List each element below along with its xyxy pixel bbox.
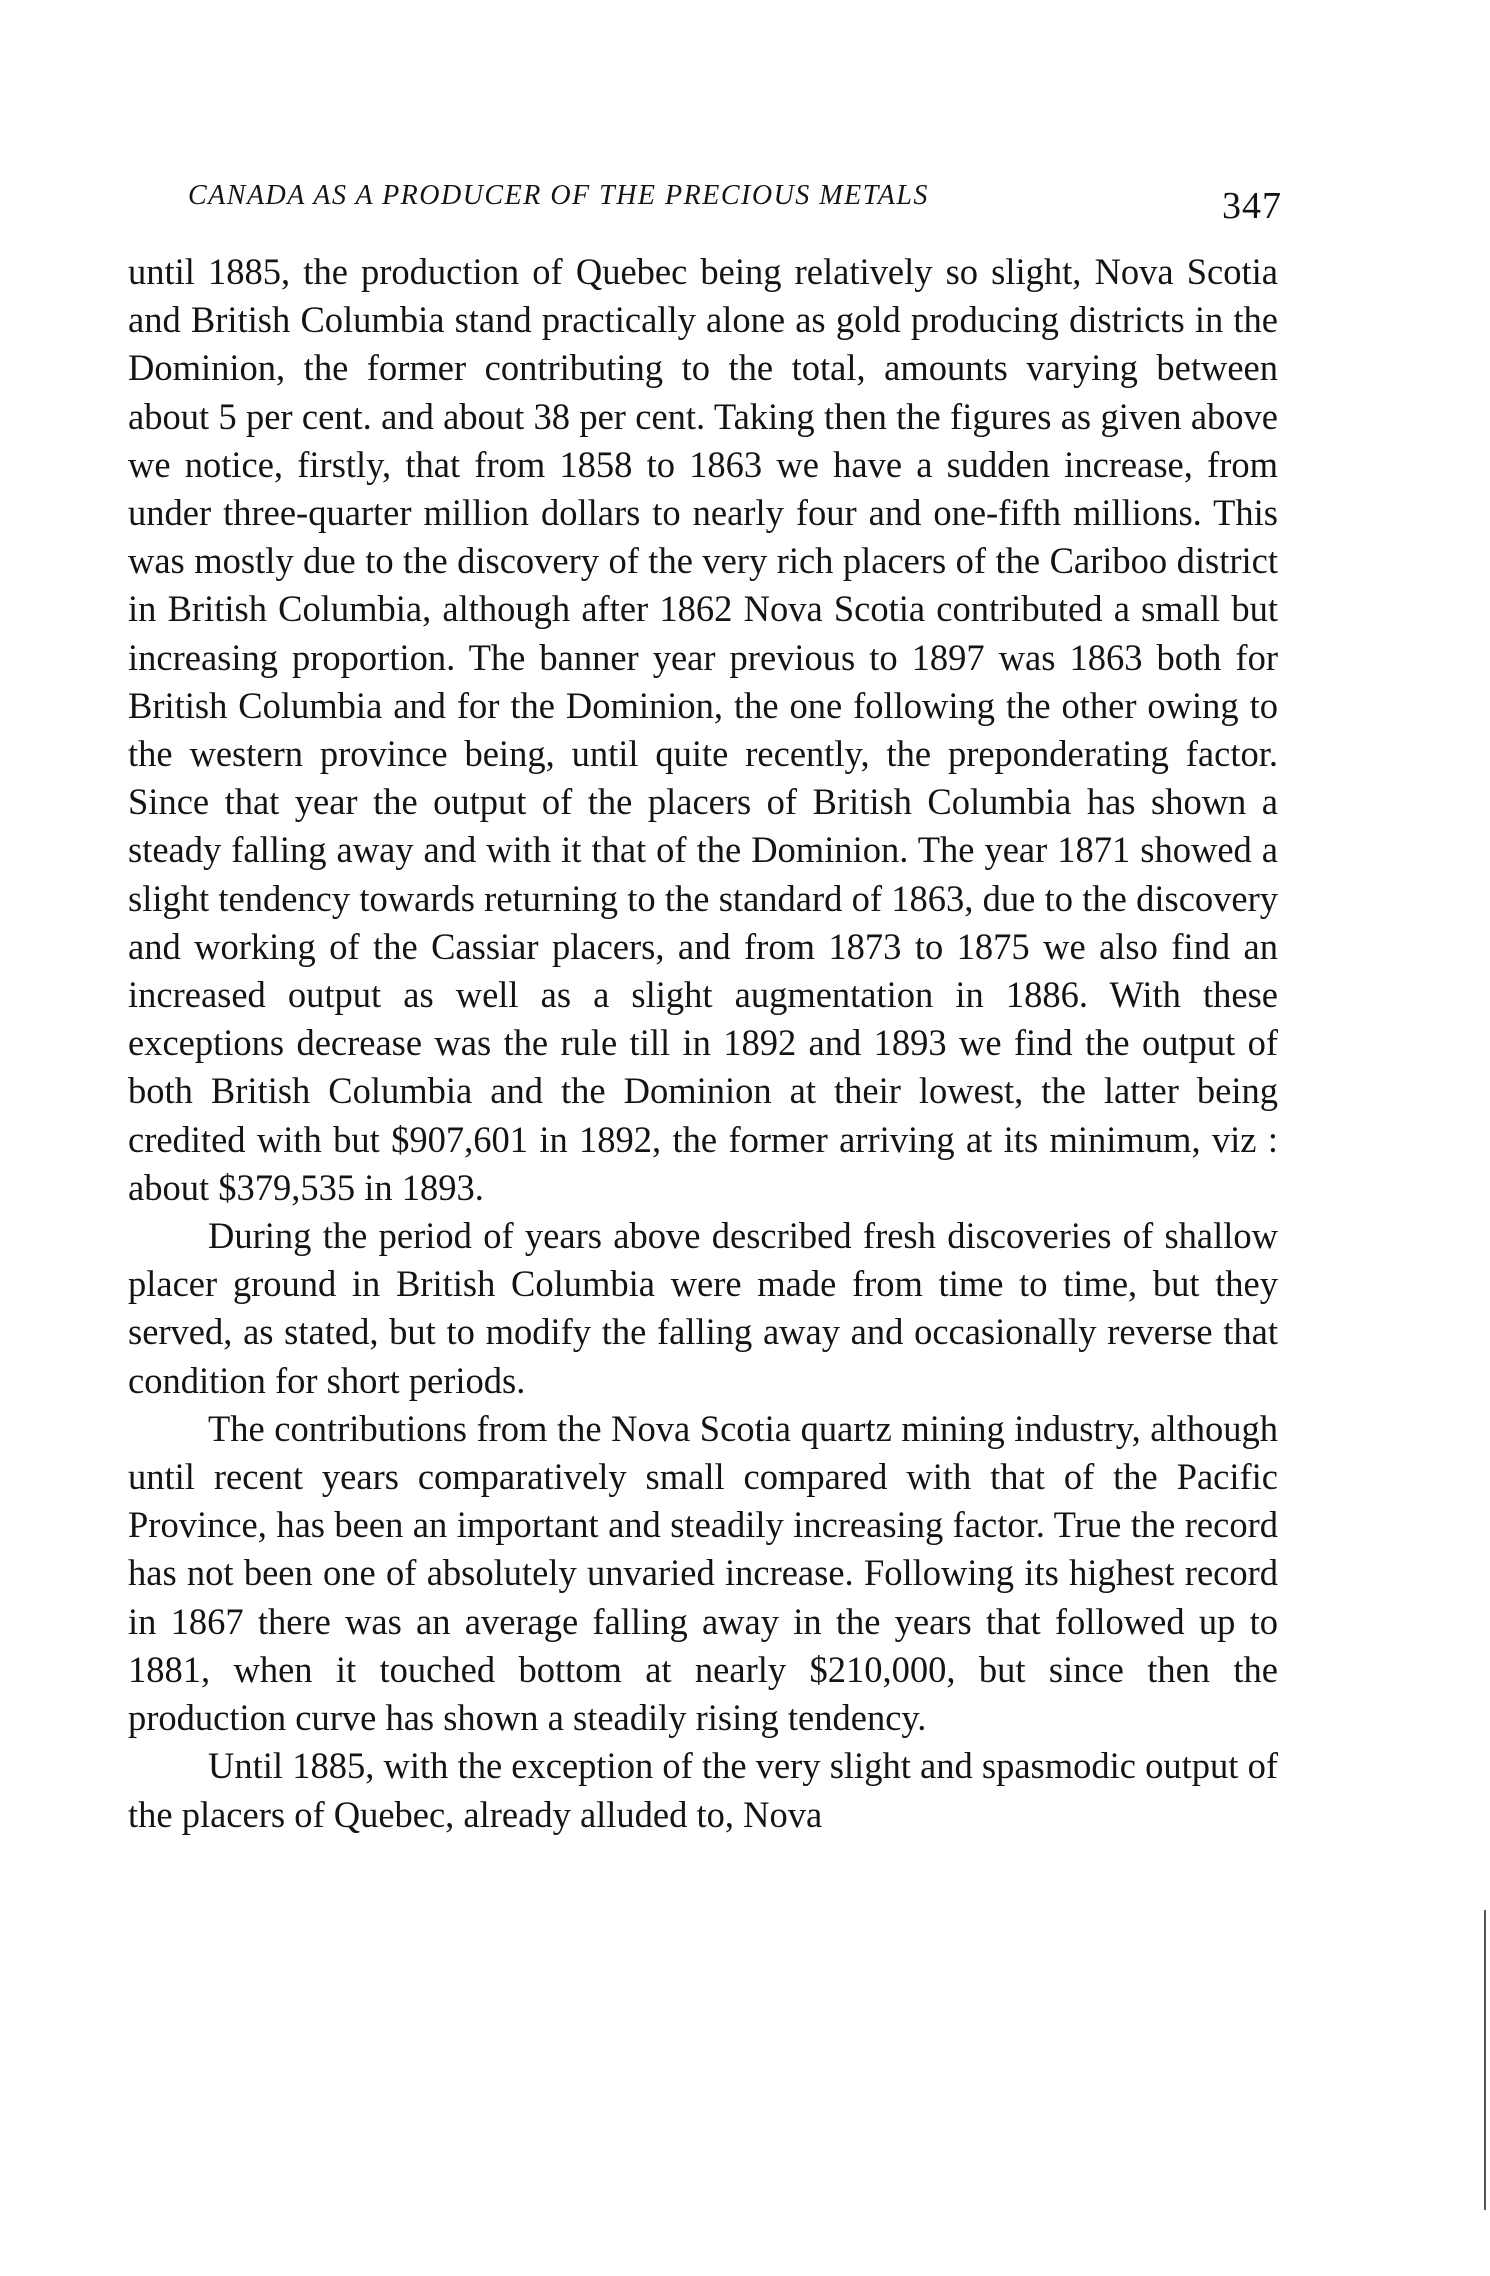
paragraph: Until 1885, with the exception of the very slight and spasmodic output of the placers of Quebec, already alluded to, Nova xyxy=(128,1745,1278,1835)
paragraph: The contributions from the Nova Scotia quartz mining industry, although until recent years comparatively small compared with that of the Pacific Province, has been an important and steadily increasing factor. True the record has not been one of absolutely unvaried increase. Following its highest record in 1867 there was an average falling away in the years that followed up to 1881, when it touched bottom at nearly $210,000, but since then the production curve has shown a steadily rising tendency. xyxy=(128,1407,1278,1739)
running-title: CANADA AS A PRODUCER OF THE PRECIOUS METALS xyxy=(188,180,929,211)
paragraph-continued: until 1885, the production of Quebec being relatively so slight, Nova Scotia and British Columbia stand practically alone as gold producing districts in the Dominion, the former contributing to the total, amounts varying between about 5 per cent. and about 38 per cent. Taking then the figures as given above we notice, firstly, that from 1858 to 1863 we have a sudden increase, from under three-quarter million dollars to nearly four and one-fifth millions. This was mostly due to the discovery of the very rich placers of the Cariboo district in British Columbia, although after 1862 Nova Scotia contributed a small but increasing proportion. The banner year previous to 1897 was 1863 both for British Columbia and for the Dominion, the one following the other owing to the western province being, until quite recently, the preponderating factor. Since that year the output of the placers of British Columbia has shown a steady falling away and with it that of the Dominion. The year 1871 showed a slight tendency towards returning to the standard of 1863, due to the discovery and working of the Cassiar placers, and from 1873 to 1875 we also find an increased output as well as a slight augmentation in 1886. With these exceptions decrease was the rule till in 1892 and 1893 we find the output of both British Columbia and the Dominion at their lowest, the latter being credited with but $907,601 in 1892, the former arriving at its minimum, viz : about $379,535 in 1893. xyxy=(128,251,1278,1208)
page-number: 347 xyxy=(1222,185,1282,227)
body-text xyxy=(128,248,1278,1839)
page-edge-mark xyxy=(1484,1910,1486,2210)
paragraph: During the period of years above described fresh discoveries of shallow placer ground in British Columbia were made from time to time, but they served, as stated, but to modify the falling away and occasionally reverse that condition for short periods. xyxy=(128,1215,1278,1401)
